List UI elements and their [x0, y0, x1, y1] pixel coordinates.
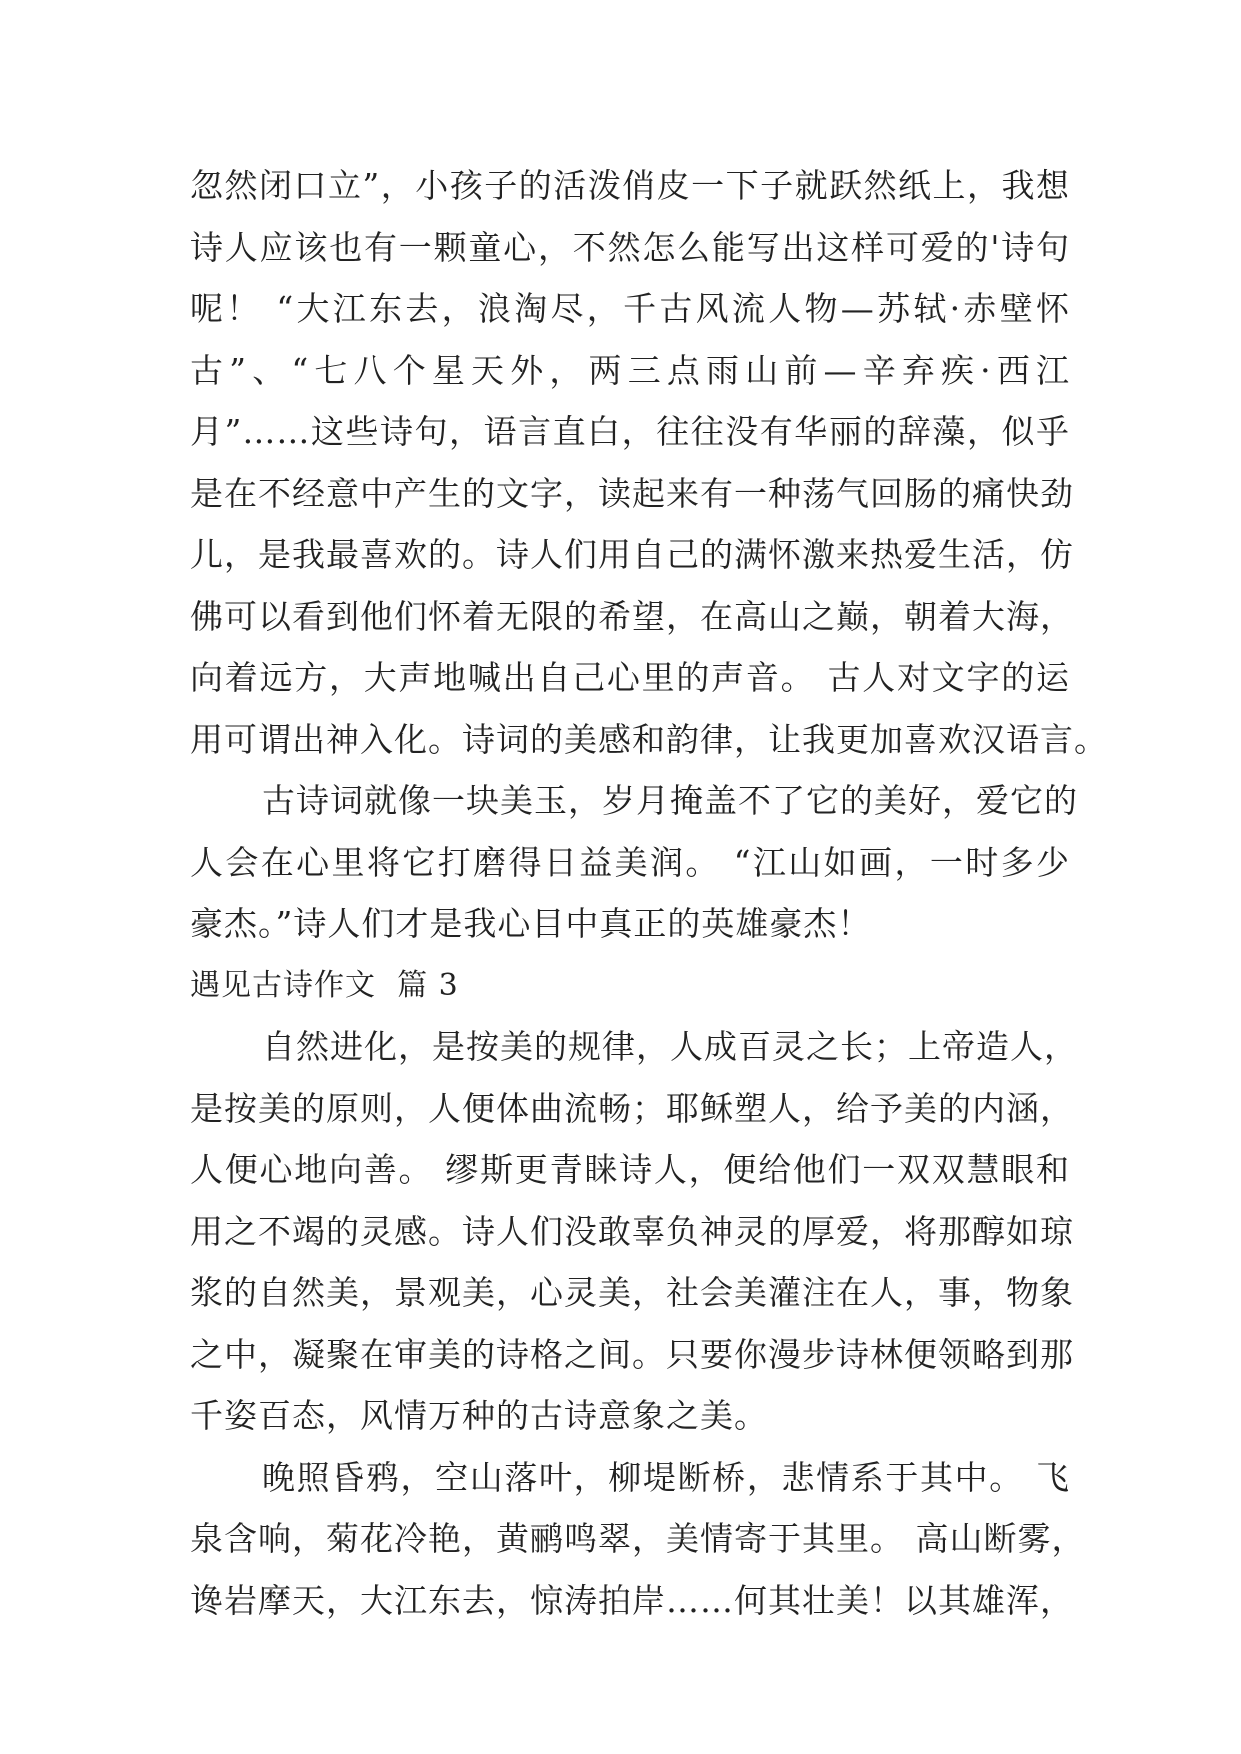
text-line: 是在不经意中产生的文字，读起来有一种荡气回肠的痛快劲: [190, 473, 1074, 513]
text-line: 忽然闭口立”，小孩子的活泼俏皮一下子就跃然纸上，我想: [190, 166, 1070, 205]
text-line: 自然进化，是按美的规律，人成百灵之长；上帝造人，: [262, 1027, 1078, 1066]
text-line: 向着远方，大声地喊出自己心里的声音。 古人对文字的运: [190, 658, 1070, 697]
text-line: 晚照昏鸦，空山落叶，柳堤断桥，悲情系于其中。 飞: [262, 1457, 1070, 1497]
text-line: 人会在心里将它打磨得日益美润。 “江山如画，一时多少: [190, 842, 1070, 882]
text-line: 古”、“七八个星天外，两三点雨山前—辛弃疾·西江: [190, 350, 1070, 390]
text-line: 是按美的原则，人便体曲流畅；耶稣塑人，给予美的内涵，: [190, 1088, 1074, 1128]
text-line: 用之不竭的灵感。诗人们没敢辜负神灵的厚爱，将那醇如琼: [190, 1211, 1074, 1251]
text-line: 豪杰。”诗人们才是我心目中真正的英雄豪杰！: [190, 904, 872, 943]
essay-body: [190, 155, 1108, 1631]
text-line: 诗人应该也有一颗童心，不然怎么能写出这样可爱的'诗句: [190, 227, 1070, 267]
paragraph: [190, 155, 1108, 770]
paragraph: [190, 1016, 1078, 1447]
paragraph: [190, 1447, 1086, 1632]
text-line: 之中，凝聚在审美的诗格之间。只要你漫步诗林便领略到那: [190, 1334, 1074, 1374]
text-line: 呢！ “大江东去，浪淘尽，千古风流人物—苏轼·赤壁怀: [190, 289, 1070, 328]
section-heading: 遇见古诗作文 篇 3: [190, 967, 459, 1003]
text-line: 用可谓出神入化。诗词的美感和韵律，让我更加喜欢汉语言。: [190, 719, 1108, 759]
text-line: 佛可以看到他们怀着无限的希望，在高山之巅，朝着大海，: [190, 596, 1074, 636]
text-line: 谗岩摩天，大江东去，惊涛拍岸……何其壮美！以其雄浑，: [190, 1580, 1074, 1620]
text-line: 儿，是我最喜欢的。诗人们用自己的满怀激来热爱生活，仿: [190, 535, 1074, 574]
text-line: 浆的自然美，景观美，心灵美，社会美灌注在人，事，物象: [190, 1273, 1074, 1312]
text-line: 人便心地向善。 缪斯更青睐诗人，便给他们一双双慧眼和: [190, 1150, 1070, 1189]
text-line: 千姿百态，风情万种的古诗意象之美。: [190, 1396, 768, 1435]
text-line: 泉含响，菊花冷艳，黄鹂鸣翠，美情寄于其里。 高山断雾，: [190, 1519, 1086, 1558]
text-line: 月”……这些诗句，语言直白，往往没有华丽的辞藻，似乎: [190, 412, 1070, 451]
text-line: 古诗词就像一块美玉，岁月掩盖不了它的美好，爱它的: [262, 781, 1078, 820]
paragraph: [190, 770, 1078, 955]
